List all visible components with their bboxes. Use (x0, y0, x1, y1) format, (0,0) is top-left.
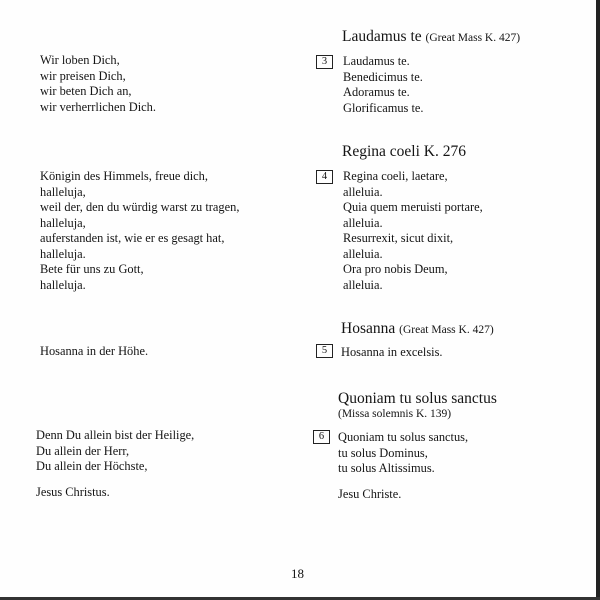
text-line: alleluia. (343, 246, 383, 261)
text-line: Hosanna in der Höhe. (40, 344, 149, 358)
text-line: halleluja. (40, 277, 86, 292)
text-line: Wir loben Dich, (40, 53, 120, 67)
track-number-badge: 3 (316, 55, 333, 69)
track-number-badge: 5 (316, 344, 333, 358)
track-number-badge: 6 (313, 430, 330, 444)
latin-text-regina-coeli (343, 169, 483, 293)
text-line: halleluja. (40, 246, 86, 261)
latin-text-hosanna (341, 345, 443, 361)
text-line: halleluja, (40, 215, 86, 230)
text-line: tu solus Dominus, (338, 445, 428, 460)
text-line: alleluia. (343, 184, 383, 199)
text-line: Jesus Christus. (36, 484, 110, 499)
german-text-hosanna (40, 344, 148, 360)
text-line: Quoniam tu solus sanctus, (338, 430, 469, 444)
text-line: Ora pro nobis Deum, (343, 262, 448, 276)
german-text-regina-coeli (40, 169, 239, 293)
section-subtitle-quoniam: (Missa solemnis K. 139) (338, 408, 452, 420)
text-line: Bete für uns zu Gott, (40, 262, 144, 276)
text-line: Resurrexit, sicut dixit, (343, 231, 454, 245)
german-text-laudamus (40, 53, 156, 115)
track-number-badge: 4 (316, 170, 333, 184)
text-line: wir verherrlichen Dich. (40, 99, 156, 114)
text-line: Glorificamus te. (343, 100, 424, 115)
text-line: Laudamus te. (343, 54, 410, 68)
text-line: Königin des Himmels, freue dich, (40, 169, 208, 183)
text-line: tu solus Altissimus. (338, 461, 435, 475)
text-line: Denn Du allein bist der Heilige, (36, 428, 195, 442)
text-line: Du allein der Höchste, (36, 459, 148, 473)
text-line: auferstanden ist, wie er es gesagt hat, (40, 231, 225, 245)
page-edge-shadow (596, 0, 600, 600)
text-line: Hosanna in excelsis. (341, 345, 443, 359)
german-text-quoniam (36, 428, 194, 500)
text-line: wir preisen Dich, (40, 68, 126, 83)
text-line: weil der, den du würdig warst zu tragen, (40, 200, 240, 214)
section-title-hosanna: Hosanna (Great Mass K. 427) (341, 320, 494, 337)
latin-text-laudamus (343, 54, 424, 116)
text-line: Quia quem meruisti portare, (343, 200, 483, 214)
text-line: wir beten Dich an, (40, 84, 132, 98)
text-line: Benedicimus te. (343, 69, 423, 84)
text-line: Regina coeli, laetare, (343, 169, 448, 183)
text-line: Adoramus te. (343, 85, 410, 99)
text-line: alleluia. (343, 277, 383, 292)
section-title-regina-coeli: Regina coeli K. 276 (342, 143, 466, 160)
text-line: Du allein der Herr, (36, 443, 130, 458)
text-line: halleluja, (40, 184, 86, 199)
text-line: Jesu Christe. (338, 486, 402, 501)
text-line: alleluia. (343, 215, 383, 230)
page-number: 18 (291, 566, 304, 581)
section-title-quoniam: Quoniam tu solus sanctus (338, 390, 497, 407)
latin-text-quoniam (338, 430, 468, 502)
section-title-laudamus: Laudamus te (Great Mass K. 427) (342, 28, 521, 45)
